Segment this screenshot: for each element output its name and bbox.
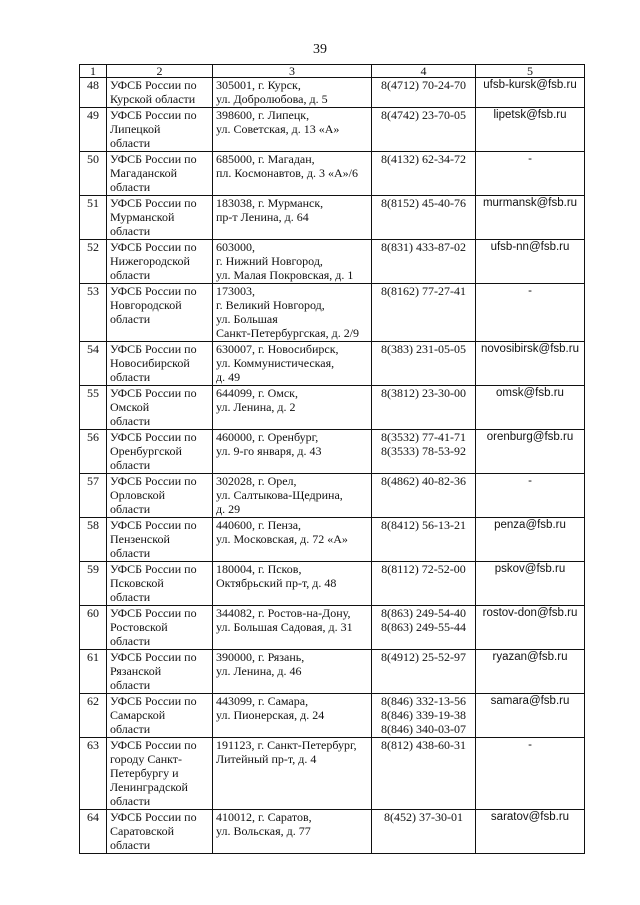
phone-number: 8(4742) 23-70-05 [381,108,466,122]
email-cell: - [476,474,585,518]
table-row [80,810,585,854]
address-cell [213,240,372,284]
office-name-cell [107,518,213,562]
phone-number: 8(3533) 78-53-92 [381,444,466,458]
office-name-line: области [110,546,151,560]
address-cell [213,152,372,196]
address-cell [213,474,372,518]
row-number: 64 [80,810,107,854]
address-cell [213,694,372,738]
email-cell: pskov@fsb.ru [476,562,585,606]
office-name-line: УФСБ России по [110,430,197,444]
phone-cell [372,152,476,196]
column-header: 1 [80,65,107,78]
office-name-line: УФСБ России по [110,196,197,210]
office-name-line: области [110,180,151,194]
table-row [80,518,585,562]
address-line: ул. Добролюбова, д. 5 [216,92,328,106]
office-name-line: области [110,794,151,808]
table-row [80,240,585,284]
address-line: ул. Большая Садовая, д. 31 [216,620,353,634]
phone-number: 8(8152) 45-40-76 [381,196,466,210]
address-line: 390000, г. Рязань, [216,650,305,664]
email-cell: orenburg@fsb.ru [476,430,585,474]
address-line: 180004, г. Псков, [216,562,302,576]
email-cell: ufsb-kursk@fsb.ru [476,78,585,108]
table-row [80,650,585,694]
office-name-line: области [110,312,151,326]
row-number: 51 [80,196,107,240]
address-line: 183038, г. Мурманск, [216,196,324,210]
address-cell [213,342,372,386]
address-cell [213,562,372,606]
office-name-line: Мурманской [110,210,175,224]
address-line: 344082, г. Ростов-на-Дону, [216,606,351,620]
phone-number: 8(863) 249-54-40 [381,606,466,620]
row-number: 58 [80,518,107,562]
office-name-line: УФСБ России по [110,152,197,166]
address-cell [213,196,372,240]
office-name-cell [107,474,213,518]
address-cell [213,810,372,854]
office-name-cell [107,284,213,342]
office-name-cell [107,810,213,854]
address-line: ул. Советская, д. 13 «А» [216,122,340,136]
phone-number: 8(846) 340-03-07 [381,722,466,736]
address-line: ул. Пионерская, д. 24 [216,708,325,722]
office-name-cell [107,562,213,606]
office-name-line: УФСБ России по [110,342,197,356]
address-line: г. Нижний Новгород, [216,254,323,268]
address-line: д. 49 [216,370,241,384]
phone-cell [372,518,476,562]
office-name-cell [107,606,213,650]
address-line: пр-т Ленина, д. 64 [216,210,309,224]
address-line: ул. Ленина, д. 46 [216,664,302,678]
address-line: 443099, г. Самара, [216,694,309,708]
address-cell [213,738,372,810]
address-line: 630007, г. Новосибирск, [216,342,339,356]
office-name-line: Новгородской [110,298,182,312]
address-line: 644099, г. Омск, [216,386,298,400]
office-name-line: УФСБ России по [110,562,197,576]
email-cell: - [476,152,585,196]
office-name-line: УФСБ России по [110,284,197,298]
phone-cell [372,430,476,474]
row-number: 53 [80,284,107,342]
office-name-line: области [110,590,151,604]
office-name-line: Петербургу и [110,766,179,780]
address-line: пл. Космонавтов, д. 3 «А»/6 [216,166,359,180]
phone-number: 8(8112) 72-52-00 [381,562,466,576]
office-name-line: Рязанской [110,664,162,678]
fsb-offices-table [79,64,585,854]
column-header: 2 [107,65,213,78]
address-line: ул. Коммунистическая, [216,356,335,370]
address-cell [213,518,372,562]
phone-cell [372,606,476,650]
table-row [80,78,585,108]
row-number: 61 [80,650,107,694]
table-row [80,474,585,518]
phone-cell [372,196,476,240]
row-number: 59 [80,562,107,606]
address-line: 173003, [216,284,255,298]
address-line: д. 29 [216,502,241,516]
table-row [80,430,585,474]
address-line: г. Великий Новгород, [216,298,325,312]
column-header: 5 [476,65,585,78]
phone-cell [372,108,476,152]
row-number: 49 [80,108,107,152]
phone-number: 8(3812) 23-30-00 [381,386,466,400]
office-name-line: УФСБ России по [110,738,197,752]
table-row [80,694,585,738]
office-name-line: области [110,224,151,238]
address-line: Октябрьский пр-т, д. 48 [216,576,337,590]
office-name-cell [107,738,213,810]
office-name-cell [107,430,213,474]
office-name-line: УФСБ России по [110,650,197,664]
address-line: 302028, г. Орел, [216,474,297,488]
office-name-line: Магаданской [110,166,178,180]
office-name-line: Ростовской [110,620,168,634]
office-name-line: области [110,634,151,648]
office-name-line: Пензенской [110,532,170,546]
phone-cell [372,386,476,430]
email-cell: ryazan@fsb.ru [476,650,585,694]
address-line: 685000, г. Магадан, [216,152,315,166]
address-line: ул. Большая [216,312,278,326]
office-name-line: УФСБ России по [110,474,197,488]
phone-cell [372,78,476,108]
phone-number: 8(8412) 56-13-21 [381,518,466,532]
phone-number: 8(4712) 70-24-70 [381,78,466,92]
office-name-cell [107,650,213,694]
address-line: ул. Малая Покровская, д. 1 [216,268,354,282]
office-name-line: Омской [110,400,150,414]
phone-number: 8(3532) 77-41-71 [381,430,466,444]
row-number: 52 [80,240,107,284]
office-name-line: Курской области [110,92,196,106]
email-cell: ufsb-nn@fsb.ru [476,240,585,284]
row-number: 63 [80,738,107,810]
office-name-cell [107,342,213,386]
office-name-cell [107,240,213,284]
address-line: ул. Вольская, д. 77 [216,824,311,838]
office-name-line: области [110,722,151,736]
address-line: 410012, г. Саратов, [216,810,312,824]
phone-cell [372,474,476,518]
row-number: 50 [80,152,107,196]
office-name-line: области [110,414,151,428]
table-row [80,284,585,342]
address-cell [213,606,372,650]
page-number: 39 [313,42,327,57]
email-cell: - [476,738,585,810]
address-line: 440600, г. Пенза, [216,518,302,532]
phone-number: 8(4912) 25-52-97 [381,650,466,664]
office-name-line: Ленинградской [110,780,188,794]
table-row [80,738,585,810]
column-header: 4 [372,65,476,78]
phone-number: 8(8162) 77-27-41 [381,284,466,298]
office-name-line: Самарской [110,708,166,722]
address-cell [213,430,372,474]
address-line: 460000, г. Оренбург, [216,430,319,444]
address-line: Санкт-Петербургская, д. 2/9 [216,326,360,340]
address-line: ул. Московская, д. 72 «А» [216,532,348,546]
address-cell [213,108,372,152]
email-cell: lipetsk@fsb.ru [476,108,585,152]
address-line: ул. 9-го января, д. 43 [216,444,322,458]
address-line: 191123, г. Санкт-Петербург, [216,738,357,752]
phone-number: 8(863) 249-55-44 [381,620,466,634]
phone-number: 8(812) 438-60-31 [381,738,466,752]
row-number: 54 [80,342,107,386]
office-name-line: УФСБ России по [110,694,197,708]
email-cell: saratov@fsb.ru [476,810,585,854]
office-name-line: УФСБ России по [110,518,197,532]
office-name-cell [107,78,213,108]
email-cell: - [476,284,585,342]
email-cell: omsk@fsb.ru [476,386,585,430]
phone-cell [372,562,476,606]
phone-cell [372,694,476,738]
row-number: 55 [80,386,107,430]
address-line: 305001, г. Курск, [216,78,301,92]
table-row [80,386,585,430]
office-name-line: Орловской [110,488,166,502]
row-number: 57 [80,474,107,518]
column-header: 3 [213,65,372,78]
email-cell: penza@fsb.ru [476,518,585,562]
email-cell: rostov-don@fsb.ru [476,606,585,650]
office-name-line: области [110,370,151,384]
email-cell: samara@fsb.ru [476,694,585,738]
office-name-line: области [110,678,151,692]
office-name-line: УФСБ России по [110,606,197,620]
table-row [80,108,585,152]
office-name-line: Новосибирской [110,356,190,370]
office-name-line: Нижегородской [110,254,190,268]
office-name-line: УФСБ России по [110,240,197,254]
address-cell [213,386,372,430]
address-cell [213,650,372,694]
phone-cell [372,650,476,694]
address-line: 398600, г. Липецк, [216,108,310,122]
phone-cell [372,738,476,810]
office-name-line: Липецкой [110,122,161,136]
phone-cell [372,284,476,342]
phone-cell [372,810,476,854]
office-name-line: УФСБ России по [110,810,197,824]
row-number: 60 [80,606,107,650]
address-cell [213,284,372,342]
office-name-line: УФСБ России по [110,78,197,92]
office-name-line: УФСБ России по [110,108,197,122]
office-name-line: Саратовской [110,824,174,838]
office-name-cell [107,108,213,152]
phone-cell [372,342,476,386]
phone-number: 8(452) 37-30-01 [384,810,463,824]
phone-number: 8(4132) 62-34-72 [381,152,466,166]
office-name-line: области [110,838,151,852]
phone-number: 8(4862) 40-82-36 [381,474,466,488]
office-name-line: области [110,458,151,472]
office-name-line: области [110,502,151,516]
address-cell [213,78,372,108]
phone-cell [372,240,476,284]
office-name-line: области [110,268,151,282]
address-line: Литейный пр-т, д. 4 [216,752,317,766]
address-line: 603000, [216,240,255,254]
table-row [80,342,585,386]
office-name-line: области [110,136,151,150]
phone-number: 8(846) 332-13-56 [381,694,466,708]
email-cell: murmansk@fsb.ru [476,196,585,240]
address-line: ул. Ленина, д. 2 [216,400,296,414]
phone-number: 8(383) 231-05-05 [381,342,466,356]
office-name-cell [107,196,213,240]
row-number: 48 [80,78,107,108]
table-row [80,152,585,196]
email-cell: novosibirsk@fsb.ru [476,342,585,386]
phone-number: 8(831) 433-87-02 [381,240,466,254]
row-number: 62 [80,694,107,738]
office-name-line: Оренбургской [110,444,182,458]
office-name-cell [107,152,213,196]
table-row [80,606,585,650]
phone-number: 8(846) 339-19-38 [381,708,466,722]
office-name-cell [107,386,213,430]
row-number: 56 [80,430,107,474]
office-name-line: УФСБ России по [110,386,197,400]
address-line: ул. Салтыкова-Щедрина, [216,488,343,502]
office-name-line: городу Санкт- [110,752,183,766]
table-row [80,196,585,240]
office-name-cell [107,694,213,738]
office-name-line: Псковской [110,576,164,590]
table-row [80,562,585,606]
table-header-row [80,65,585,78]
